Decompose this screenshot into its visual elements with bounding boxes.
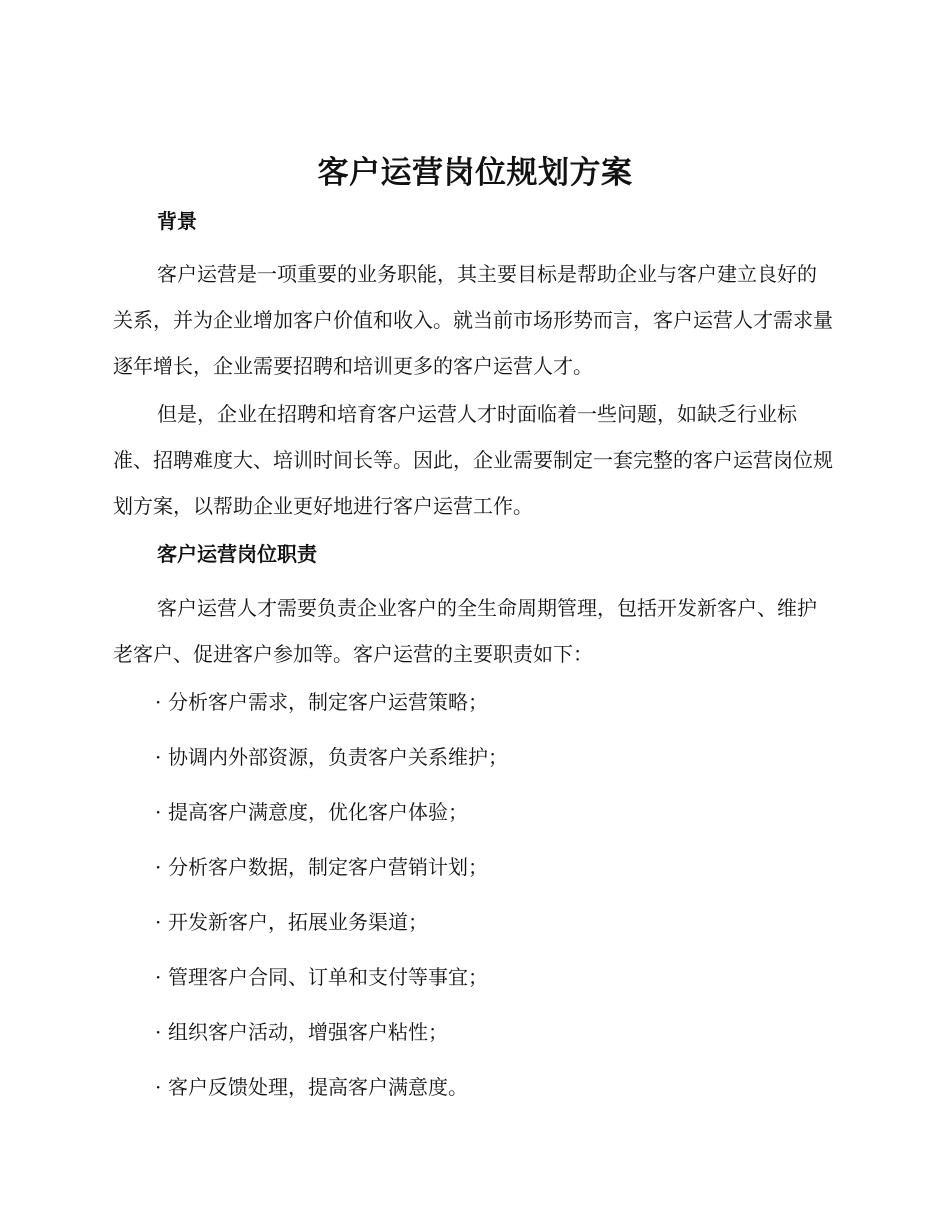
section-heading-background: 背景: [157, 209, 197, 233]
list-item: [155, 742, 508, 797]
duties-list: [155, 687, 508, 1127]
list-item: [155, 962, 508, 1017]
bullet-marker: ·: [155, 965, 162, 989]
document-title: 客户运营岗位规划方案: [317, 155, 633, 191]
list-item: [155, 687, 508, 742]
bullet-marker: ·: [155, 910, 162, 934]
list-item-text: 提高客户满意度，优化客户体验；: [168, 800, 468, 824]
bullet-marker: ·: [155, 800, 162, 824]
list-item-text: 协调内外部资源，负责客户关系维护；: [168, 745, 508, 769]
paragraph-background-1: 客户运营是一项重要的业务职能，其主要目标是帮助企业与客户建立良好的关系，并为企业增加客户价值和收入。就当前市场形势而言，客户运营人才需求量逐年增长，企业需要招聘和培训更多的客户运营人才。: [113, 262, 833, 378]
list-item: [155, 797, 508, 852]
list-item: [155, 852, 508, 907]
list-item-text: 开发新客户，拓展业务渠道；: [168, 910, 428, 934]
bullet-marker: ·: [155, 745, 162, 769]
section-heading-duties: 客户运营岗位职责: [157, 542, 317, 566]
bullet-marker: ·: [155, 1075, 162, 1099]
paragraph-background-2: 但是，企业在招聘和培育客户运营人才时面临着一些问题，如缺乏行业标准、招聘难度大、培训时间长等。因此，企业需要制定一套完整的客户运营岗位规划方案，以帮助企业更好地进行客户运营工作。: [113, 402, 833, 518]
list-item-text: 分析客户数据，制定客户营销计划；: [168, 855, 488, 879]
bullet-marker: ·: [155, 690, 162, 714]
list-item: [155, 1017, 508, 1072]
list-item-text: 分析客户需求，制定客户运营策略；: [168, 690, 488, 714]
bullet-marker: ·: [155, 855, 162, 879]
list-item-text: 组织客户活动，增强客户粘性；: [168, 1020, 448, 1044]
list-item: [155, 907, 508, 962]
paragraph-duties-intro: 客户运营人才需要负责企业客户的全生命周期管理，包括开发新客户、维护老客户、促进客户参加等。客户运营的主要职责如下：: [113, 596, 817, 666]
list-item-text: 管理客户合同、订单和支付等事宜；: [168, 965, 488, 989]
list-item: [155, 1072, 508, 1127]
bullet-marker: ·: [155, 1020, 162, 1044]
list-item-text: 客户反馈处理，提高客户满意度。: [168, 1075, 468, 1099]
